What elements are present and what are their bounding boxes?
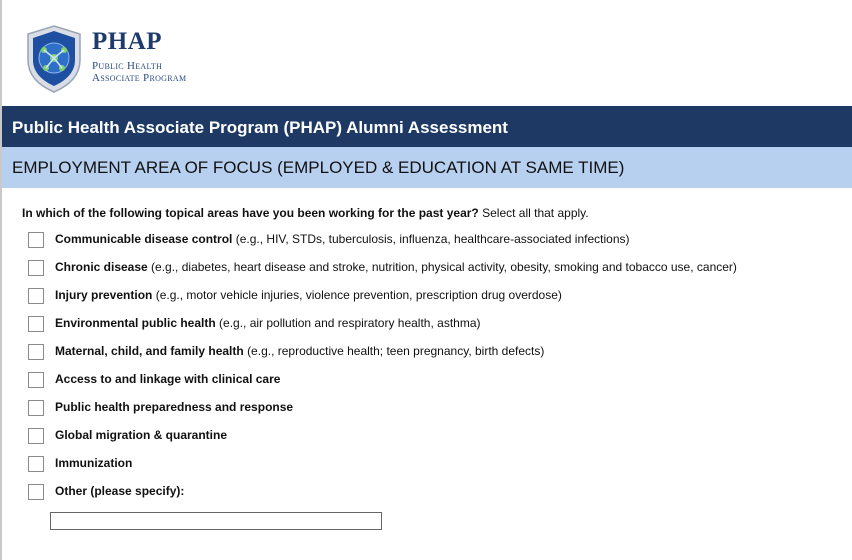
logo-name: PHAP	[92, 28, 163, 55]
other-specify-input[interactable]	[50, 512, 382, 530]
option-label: Immunization	[55, 456, 133, 470]
option-global-migration-quarantine[interactable]	[28, 426, 737, 454]
option-communicable-disease[interactable]	[28, 230, 737, 258]
checkbox[interactable]	[28, 288, 44, 304]
option-detail: (e.g., HIV, STDs, tuberculosis, influenza, healthcare-associated infections)	[235, 232, 630, 246]
option-label: Communicable disease control	[55, 232, 233, 246]
checkbox[interactable]	[28, 400, 44, 416]
survey-title: Public Health Associate Program (PHAP) Alumni Assessment	[12, 118, 508, 137]
option-detail: (e.g., diabetes, heart disease and stroke, nutrition, physical activity, obesity, smoking and tobacco use, cancer)	[151, 260, 737, 274]
option-label: Environmental public health	[55, 316, 216, 330]
option-label: Chronic disease	[55, 260, 148, 274]
checkbox[interactable]	[28, 344, 44, 360]
topical-area-options	[28, 230, 737, 510]
checkbox[interactable]	[28, 260, 44, 276]
checkbox[interactable]	[28, 484, 44, 500]
option-label: Public health preparedness and response	[55, 400, 294, 414]
option-maternal-child-family-health[interactable]	[28, 342, 737, 370]
option-label: Maternal, child, and family health	[55, 344, 244, 358]
option-environmental-health[interactable]	[28, 314, 737, 342]
checkbox[interactable]	[28, 456, 44, 472]
question-text: In which of the following topical areas have you been working for the past year?	[22, 206, 479, 220]
logo-subtitle-line-1: Public Health	[92, 60, 163, 72]
section-header-bar	[2, 147, 852, 188]
option-label: Other (please specify):	[55, 484, 185, 498]
question-prompt	[22, 206, 589, 220]
option-label: Access to and linkage with clinical care	[55, 372, 281, 386]
checkbox[interactable]	[28, 316, 44, 332]
option-detail: (e.g., motor vehicle injuries, violence prevention, prescription drug overdose)	[155, 288, 562, 302]
option-detail: (e.g., air pollution and respiratory health, asthma)	[219, 316, 481, 330]
question-instruction: Select all that apply.	[482, 206, 589, 220]
option-chronic-disease[interactable]	[28, 258, 737, 286]
phap-shield-logo-icon	[24, 24, 84, 94]
option-injury-prevention[interactable]	[28, 286, 737, 314]
option-clinical-care-access[interactable]	[28, 370, 737, 398]
checkbox[interactable]	[28, 232, 44, 248]
option-other[interactable]	[28, 482, 737, 510]
option-detail: (e.g., reproductive health; teen pregnancy, birth defects)	[247, 344, 545, 358]
checkbox[interactable]	[28, 428, 44, 444]
option-preparedness-response[interactable]	[28, 398, 737, 426]
checkbox[interactable]	[28, 372, 44, 388]
phap-logo	[24, 24, 284, 96]
logo-subtitle-line-2: Associate Program	[92, 72, 187, 84]
section-title: EMPLOYMENT AREA OF FOCUS (EMPLOYED & EDUCATION AT SAME TIME)	[12, 158, 625, 177]
page-left-border	[0, 0, 2, 560]
survey-title-bar	[2, 106, 852, 147]
option-immunization[interactable]	[28, 454, 737, 482]
option-label: Injury prevention	[55, 288, 153, 302]
option-label: Global migration & quarantine	[55, 428, 228, 442]
